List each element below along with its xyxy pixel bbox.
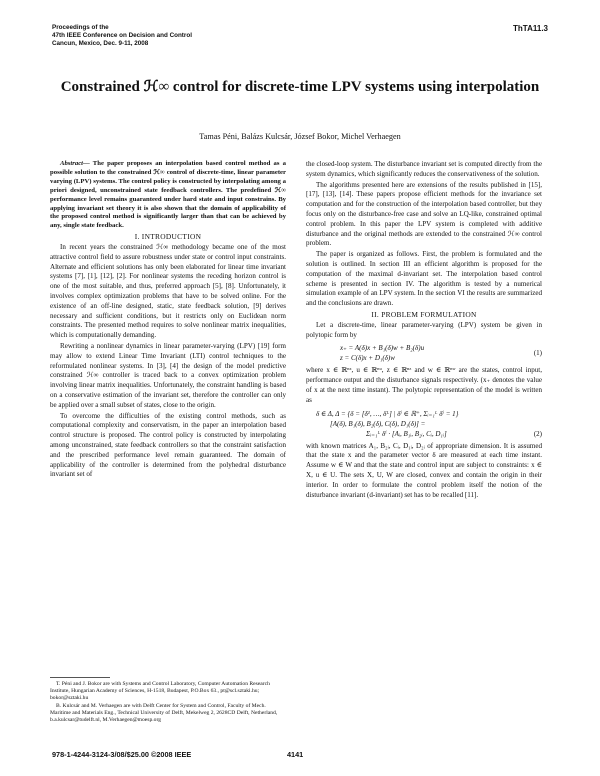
body-paragraph: In recent years the constrained ℋ∞ methodology became one of the most attractive control field to assure robustness under state or control input constraints. Alternate and efficient solutions has only been elaborated for linear time invariant systems [7], [1], [12], [2]. For nonlinear systems the receding horizon control is one of the most suitable, and thus, preferred approach [5], [8]. Unfortunately, it involves complex optimization problems that have to be solved online. For the existence of an off-line designed, static, state feedback solution, [9] derives necessary and sufficient conditions, but it restricts only on Euclidean norm constraints. The presented method requires to solve nonlinear matrix inequalities, which is computationally demanding. xyxy=(50,243,286,340)
equation-2 xyxy=(306,409,542,439)
equation-line: z = C(δ)x + D₁(δ)w xyxy=(340,354,395,363)
footnote-rule xyxy=(50,677,110,678)
right-column xyxy=(306,160,542,501)
abstract xyxy=(50,160,286,231)
conference-line: Proceedings of the xyxy=(52,24,109,31)
equation-line: [A(δ), B₁(δ), B₂(δ), C(δ), D₁(δ)] = xyxy=(330,419,426,428)
body-paragraph: Rewriting a nonlinear dynamics in linear parameter-varying (LPV) [19] form may allow to extend Linear Time Invariant (LTI) control techniques to the reformulated nonlinear systems. In [3], [4] the design of the model predictive constrained ℋ∞ controller is traced back to a convex optimization problem involving linear matrix inequalities. Unfortunately, the constraint handling is based on a conservative estimation of the invariant set, therefore the controller can only be applied over a small subset of states, close to the origin. xyxy=(50,342,286,409)
abstract-text: — The paper proposes an interpolation based control method as a possible solution to the constrained ℋ∞ control of discrete-time, linear parameter varying (LPV) systems. The control policy is constructed by interpolating among a priori designed, unconstrained state feedback controllers. The predefined ℋ∞ performance level remains guaranteed under hard state and input constrains. By applying invariant set theory it is also shown that the domain of applicability of the proposed control method is significantly larger than that can be achieved by any, single state feedback. xyxy=(50,160,286,230)
body-paragraph: with known matrices A₁, B₂ᵢ, Cᵢ, D₁ᵢ, D₂ᵢ of appropriate dimension. It is assumed that the state x and the parameter vector δ are measured at each time instant. Assume w ∈ W and that the state and control input are subject to constraints: x ∈ X, u ∈ U. The sets X, U, W are closed, convex and contain the origin in their interior. In order to formulate the control problem itself the notion of the disturbance invariant (d-invariant) set has to be recalled [11]. xyxy=(306,441,542,499)
equation-number: (1) xyxy=(533,349,542,358)
equation-1 xyxy=(306,343,542,363)
section-heading-introduction: I. INTRODUCTION xyxy=(134,232,202,242)
equation-number: (2) xyxy=(533,429,542,438)
conference-line: 47th IEEE Conference on Decision and Control xyxy=(52,32,192,40)
abstract-lead: Abstract xyxy=(60,160,84,167)
body-paragraph: The algorithms presented here are extensions of the results published in [15], [17], [13], [14]. These papers propose efficient methods for the invariance set computation and for the construction of the interpolation based controller, but they focus only on the disturbance-free case and solve an LQ-like, constrained optimal control problem. In this paper the LPV system is completed with additive disturbance and the original methods are extended to the constrained ℋ∞ control problem. xyxy=(306,180,542,248)
conference-header xyxy=(52,24,192,49)
equation-line: Σᵢ₌₁ᴸ δⁱ · [Aᵢ, B₁ᵢ, B₂ᵢ, Cᵢ, D₁ᵢ] xyxy=(366,429,447,438)
equation-line: δ ∈ Δ, Δ = {δ = [δ¹, …, δᴸ] | δⁱ ∈ ℝ⁺, Σᵢ₌₁ᴸ δⁱ = 1} xyxy=(316,409,459,418)
paper-title: Constrained ℋ∞ control for discrete-time LPV systems using interpolation xyxy=(60,79,540,95)
body-paragraph: the closed-loop system. The disturbance invariant set is computed directly from the system dynamics, which significantly reduces the conservativeness of the solution. xyxy=(306,160,542,178)
equation-line: x₊ = A(δ)x + B₁(δ)w + B₂(δ)u xyxy=(340,344,425,353)
page-number: 4141 xyxy=(287,750,304,759)
isbn-copyright: 978-1-4244-3124-3/08/$25.00 ©2008 IEEE xyxy=(52,750,192,759)
body-paragraph: Let a discrete-time, linear parameter-varying (LPV) system be given in polytopic form by xyxy=(306,320,542,339)
body-paragraph: The paper is organized as follows. First, the problem is formulated and the solution is outlined. In section III an efficient algorithm is proposed for the computation of the maximal d-invariant set. The interpolation based control scheme is presented in section IV. The algorithm is tested by a numerical simulation example of an LPV system. In the section VI the results are summarized and the conclusions are drawn. xyxy=(306,250,542,308)
left-column xyxy=(50,160,286,481)
footnotes xyxy=(50,677,286,724)
author-list: Tamas Péni, Balázs Kulcsár, József Bokor, Michel Verhaegen xyxy=(199,132,401,141)
session-code: ThTA11.3 xyxy=(513,24,548,33)
body-paragraph: where x ∈ ℝⁿˣ, u ∈ ℝⁿᵘ, z ∈ ℝⁿᶻ and w ∈ ℝⁿʷ are the states, control input, performance output and the disturbance signals respectively. (x₊ denotes the value of x at the next time instant). The polytopic representation of the model is written as xyxy=(306,366,542,404)
conference-line: Cancun, Mexico, Dec. 9-11, 2008 xyxy=(52,40,149,48)
section-heading-problem-formulation: II. PROBLEM FORMULATION xyxy=(371,309,477,319)
footnote-affiliation: T. Péni and J. Bokor are with Systems and Control Laboratory, Computer Automation Research Institute, Hungarian Academy of Sciences, H-1518, Budapest, P.O.Box 63., pt@scl.sztaki.hu; bokor@sztaki.hu xyxy=(50,681,270,702)
body-paragraph: To overcome the difficulties of the existing control methods, such as computational complexity and conservatism, in the paper an interpolation based control structure is proposed. The control policy is constructed by interpolating among unconstrained, state feedback controllers so that the constraint satisfaction and the prescribed performance level remain guaranteed. The domain of applicability of the controller is determined from the polyhedral disturbance invariant set of xyxy=(50,411,286,479)
footnote-affiliation: B. Kulcsár and M. Verhaegen are with Delft Center for System and Control, Faculty of Mech. Maritime and Materials Eng., Technical University of Delft, Mekelweg 2, 2628CD Delft, Netherland, b.a.kulcsar@tudelft.nl, M.Verhaegen@moesp.org xyxy=(50,702,278,724)
